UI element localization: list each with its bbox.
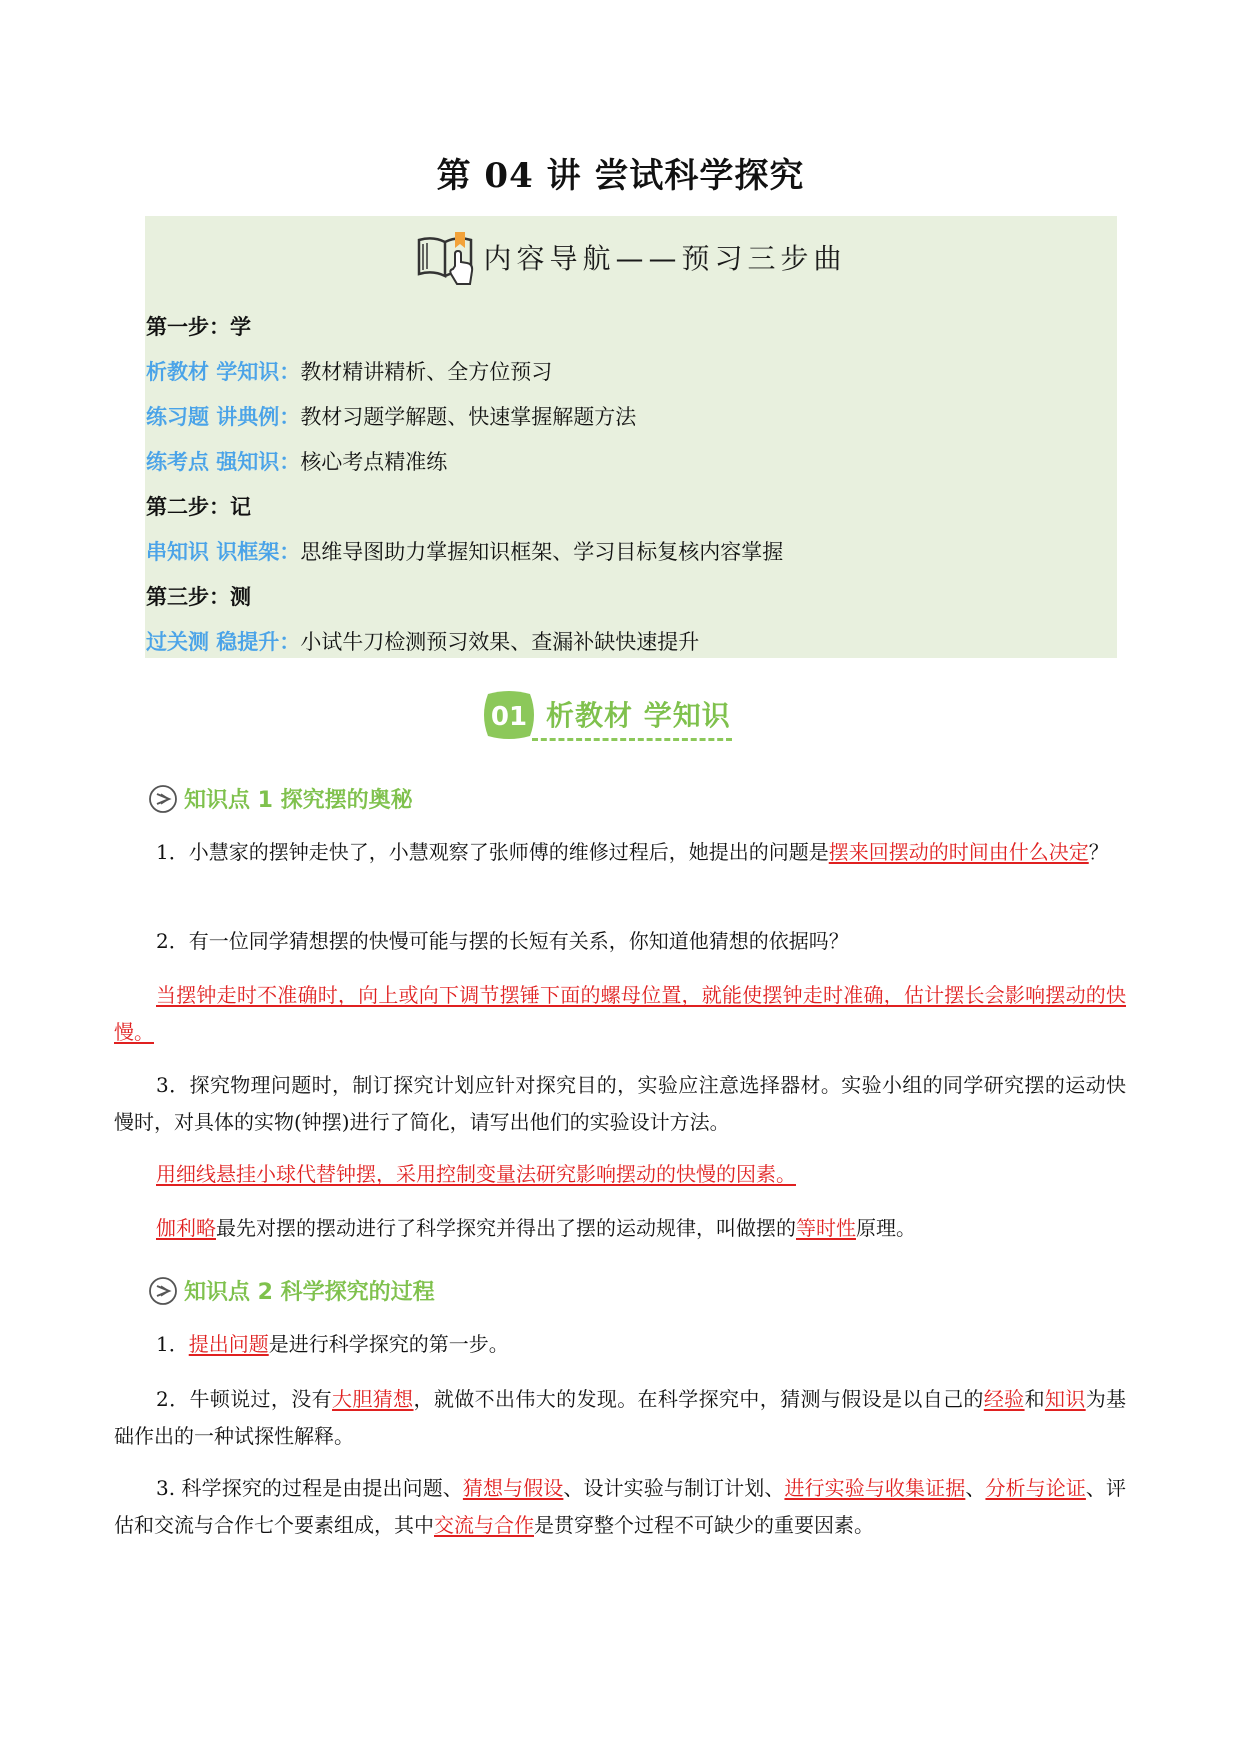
kp1-statement-4: 伽利略最先对摆的摆动进行了科学探究并得出了摆的运动规律，叫做摆的等时性原理。 [156, 1216, 916, 1240]
nav-row-desc: 教材精讲精析、全方位预习 [300, 360, 553, 384]
answer: 等时性 [796, 1216, 856, 1240]
section-number-badge [480, 690, 538, 740]
nav-row-key: 过关测 稳提升： [146, 630, 301, 654]
nav-row [146, 627, 699, 657]
nav-row [146, 357, 552, 387]
nav-row [146, 402, 636, 432]
knowledge-point-2-heading: 知识点 2 科学探究的过程 [148, 1275, 435, 1306]
nav-row [146, 537, 783, 567]
answer: 提出问题 [188, 1332, 269, 1356]
nav-header-title: 内容导航——预习三步曲 [483, 242, 847, 275]
arrow-circle-icon [148, 1276, 178, 1306]
nav-row [146, 447, 447, 477]
step-2-label: 第二步：记 [146, 494, 251, 519]
answer: 伽利略 [156, 1216, 216, 1240]
content-navigation-box [145, 216, 1117, 658]
step-3-label: 第三步：测 [146, 584, 251, 609]
nav-row-key: 练考点 强知识： [146, 450, 301, 474]
page-title: 第 04 讲 尝试科学探究 [436, 156, 805, 196]
nav-row-key: 串知识 识框架： [146, 540, 301, 564]
step-1-label: 第一步：学 [146, 314, 251, 339]
kp1-question-1: 1．小慧家的摆钟走快了，小慧观察了张师傅的维修过程后，她提出的问题是摆来回摆动的时间由什么决定？ [156, 840, 1109, 864]
nav-row-desc: 思维导图助力掌握知识框架、学习目标复核内容掌握 [300, 540, 784, 564]
knowledge-point-1-heading: 知识点 1 探究摆的奥秘 [148, 783, 413, 814]
section-title: 析教材 学知识 [546, 699, 731, 732]
kp1-question-3: 3．探究物理问题时，制订探究计划应针对探究目的，实验应注意选择器材。实验小组的同学研究摆的运动快慢时，对具体的实物(钟摆)进行了简化，请写出他们的实验设计方法。 [114, 1073, 1126, 1134]
answer: 分析与论证 [985, 1476, 1086, 1500]
kp1-answer-2 [114, 977, 1126, 1051]
kp2-statement-3: 3. 科学探究的过程是由提出问题、猜想与假设、设计实验与制订计划、进行实验与收集证据、分析与论证、评估和交流与合作七个要素组成，其中交流与合作是贯穿整个过程不可缺少的重要因素。 [114, 1476, 1127, 1537]
answer: 大胆猜想 [332, 1387, 414, 1411]
answer: 知识 [1044, 1387, 1086, 1411]
nav-row-desc: 教材习题学解题、快速掌握解题方法 [300, 405, 637, 429]
nav-header [145, 224, 1117, 290]
section-divider [532, 738, 732, 741]
answer: 猜想与假设 [462, 1476, 564, 1500]
nav-row-key: 析教材 学知识： [146, 360, 301, 384]
nav-row-key: 练习题 讲典例： [146, 405, 301, 429]
answer: 进行实验与收集证据 [784, 1476, 966, 1500]
kp1-answer-3 [114, 1156, 1126, 1193]
kp2-statement-1: 1．提出问题是进行科学探究的第一步。 [156, 1332, 509, 1356]
section-banner [480, 686, 760, 746]
answer: 当摆钟走时不准确时，向上或向下调节摆锤下面的螺母位置，就能使摆钟走时准确，估计摆长会影响摆动的快慢。 [114, 983, 1126, 1044]
nav-row-desc: 小试牛刀检测预习效果、查漏补缺快速提升 [300, 630, 700, 654]
section-number: 01 [490, 702, 528, 732]
nav-row-desc: 核心考点精准练 [300, 450, 448, 474]
answer: 经验 [983, 1387, 1025, 1411]
kp2-statement-2: 2．牛顿说过，没有大胆猜想，就做不出伟大的发现。在科学探究中，猜测与假设是以自己的经验和知识为基础作出的一种试探性解释。 [114, 1387, 1127, 1448]
kp1-question-2: 2．有一位同学猜想摆的快慢可能与摆的长短有关系，你知道他猜想的依据吗？ [156, 929, 849, 953]
answer: 用细线悬挂小球代替钟摆，采用控制变量法研究影响摆动的快慢的因素。 [156, 1162, 796, 1186]
answer: 摆来回摆动的时间由什么决定 [828, 840, 1089, 864]
answer: 交流与合作 [434, 1513, 534, 1537]
arrow-circle-icon [148, 784, 178, 814]
book-pointer-icon [415, 226, 479, 288]
